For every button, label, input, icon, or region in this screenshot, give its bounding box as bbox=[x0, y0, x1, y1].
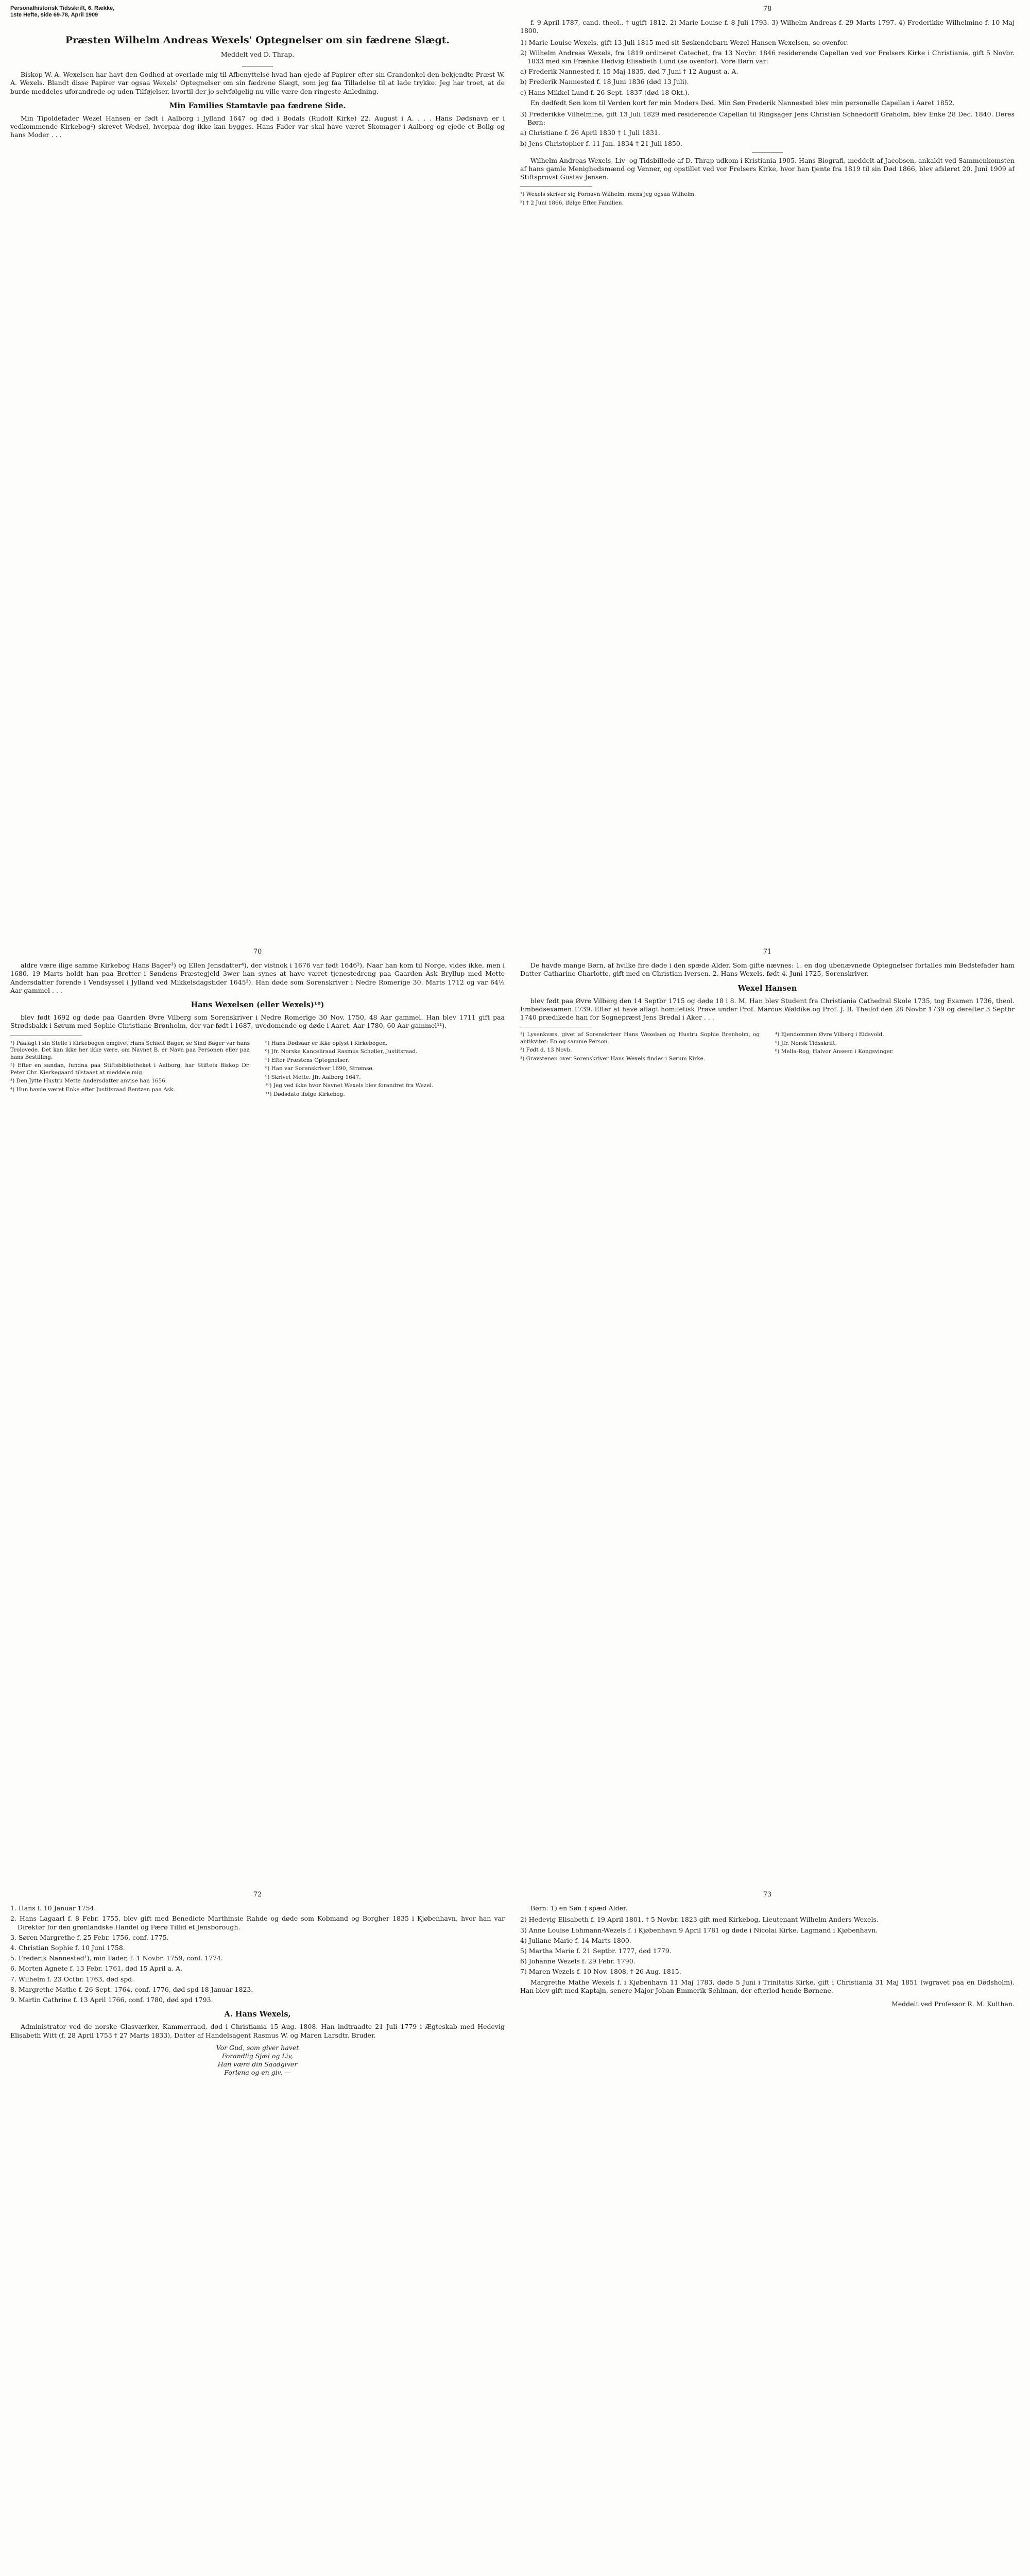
page-70 bbox=[10, 948, 505, 1878]
body-paragraph: aldre være ilige samme Kirkebog Hans Bager³) og Ellen Jensdatter⁴), der vistnok i 1676 var født 1646³). Naar han kom til Norge, vides ikke, men i 1680, 19 Marts holdt han paa Bretter i Søndens Præstegjeld 3wer han synes at have været tjenestedreng paa Gaarden Ask Bryllup med Mette Andersdatter forende i Vendsyssel i Jylland ved Mikkelsdagstider 1645³). Han døde som Sorenskriver i Nedre Romerige 30. Marts 1712 og var 64½ Aar gammel . . . bbox=[10, 961, 505, 994]
footnote: ¹¹) Dødsdato ifølge Kirkebog. bbox=[265, 1091, 345, 1097]
list-item: 5. Frederik Nannested¹), min Fader, f. 1 Novbr. 1759, conf. 1774. bbox=[10, 1954, 223, 1962]
footnotes bbox=[10, 1040, 505, 1098]
article-byline: Meddelt ved D. Thrap. bbox=[220, 50, 295, 58]
page-number: 72 bbox=[253, 1891, 262, 1899]
list-item: 4) Juliane Marie f. 14 Marts 1800. bbox=[520, 1936, 631, 1944]
body-paragraph: De havde mange Børn, af hvilke fire døde i den spæde Alder. Som gifte nævnes: 1. en dog ubenævnede Optegnelser fortalles min Bedstefader ham Datter Catharine Charlotte, gift med en Christian Iversen. 2. Hans Wexels, født 4. Juni 1725, Sorenskriver. bbox=[520, 961, 1015, 978]
verse-line: Forlena og en giv. — bbox=[224, 2069, 291, 2077]
journal-volume: 1ste Hefte, side 69-78, April 1909 bbox=[10, 12, 98, 18]
entry-list bbox=[520, 110, 1015, 148]
list-item: 2) Hedevig Elisabeth f. 19 April 1801, † 5 Novbr. 1823 gift med Kirkebog, Lieutenant Wilhelm Anders Wexels. bbox=[520, 1916, 879, 1924]
page-72 bbox=[10, 1891, 505, 2576]
page-number: 78 bbox=[763, 5, 772, 13]
journal-name: Personalhistorisk Tidsskrift, 6. Række, bbox=[10, 5, 115, 11]
verse-line: Han være din Saadgiver bbox=[217, 2060, 298, 2069]
body-paragraph: Margrethe Mathe Wexels f. i Kjøbenhavn 11 Maj 1783, døde 5 Juni i Trinitatis Kirke, gift i Christiania 31 Maj 1851 (wgravet paa en Dødsholm). Han blev gift med Kaptajn, senere Major Johan Emmerik Sehlman, der efterlod hende Børnene. bbox=[520, 1978, 1015, 1994]
list-item: 7. Wilhelm f. 23 Octbr. 1763, død spd. bbox=[10, 1975, 134, 1983]
list-item: c) Hans Mikkel Lund f. 26 Sept. 1837 (død 18 Okt.). bbox=[520, 88, 690, 96]
entry-list bbox=[10, 1904, 505, 2004]
section-heading: Min Families Stamtavle paa fædrene Side. bbox=[169, 101, 346, 110]
list-item: 2. Hans Lagaarl f. 8 Febr. 1755, blev gift med Benedicte Marthinsie Rahde og døde som Kobmand og Borgher 1835 i Kjøbenhavn, hvor han var Direktør for den grønlandske Handel og Færø Tillid et Jensborough. bbox=[10, 1914, 505, 1931]
list-item: 2) Wilhelm Andreas Wexels, fra 1819 ordineret Catechet, fra 13 Novbr. 1846 residerende Capellan ved vor Frelsers Kirke i Christiania, gift 5 Novbr. 1833 med sin Frænke Hedvig Elisabeth Lund (se ovenfor). Vore Børn var: bbox=[520, 48, 1015, 65]
list-item: 5) Martha Marie f. 21 Septbr. 1777, død 1779. bbox=[520, 1947, 672, 1955]
footnote: ²) Efter en sandan, fundna paa Stiftsbibliotheket i Aalborg, har Stiftets Biskop Dr. Peter Chr. Kierkegaard tilstaaet at meddele mig. bbox=[10, 1062, 250, 1076]
section-heading: A. Hans Wexels, bbox=[224, 2010, 291, 2019]
footnote: ³) Den Jytte Hustru Mette Andersdatter anvise han 1656. bbox=[10, 1078, 167, 1084]
body-paragraph: blev født paa Øvre Vilberg den 14 Septbr 1715 og døde 18 i 8. M. Han blev Student fra Christiania Cathedral Skole 1735, tog Examen 1736, theol. Embedsexamen 1739. Efter at have aflagt homiletisk Prøve under Prof. Marcus Wøldike og Prof. J. B. Theilof den 28 Novbr 1739 og derefter 3 Septbr 1740 prædikede han for Sognepræst Jens Bredal i Aker . . . bbox=[520, 996, 1015, 1022]
body-paragraph: Børn: 1) en Søn † spæd Alder. bbox=[530, 1904, 628, 1912]
section-heading: Wexel Hansen bbox=[737, 984, 797, 993]
list-item: 6) Johanne Wezels f. 29 Febr. 1790. bbox=[520, 1957, 636, 1965]
body-paragraph: blev født 1692 og døde paa Gaarden Øvre Vilberg som Sorenskriver i Nedre Romerige 30 Nov. 1750, 48 Aar gammel. Han blev 1711 gift paa Strødsbakk i Sørum med Sophie Christiane Brønholm, der var født i 1687, uvedomende og døde i Aaret. Aar 1780, 60 Aar gammel¹¹). bbox=[10, 1013, 505, 1030]
footnote: ⁶) Mella-Rog, Halvor Anseen i Kongsvinger. bbox=[775, 1048, 894, 1055]
list-item: 7) Maren Wezels f. 10 Nov. 1808, † 26 Aug. 1815. bbox=[520, 1968, 681, 1976]
footnote: ⁷) Efter Præstens Optegnelser. bbox=[265, 1057, 349, 1063]
list-item: b) Jens Christopher f. 11 Jan. 1834 † 21 Juli 1850. bbox=[520, 139, 682, 147]
footnote: ⁶) Jfr. Norske Kanceliraad Rasmus Schøller, Justitsraad. bbox=[265, 1048, 418, 1055]
page-73 bbox=[520, 1891, 1015, 2576]
verse bbox=[10, 2044, 505, 2077]
list-item: a) Christiane f. 26 April 1830 † 1 Juli 1831. bbox=[520, 129, 660, 137]
footnote: ⁵) Hans Dødsaar er ikke oplyst i Kirkebogen. bbox=[265, 1040, 388, 1046]
footnote: ⁵) Jfr. Norsk Tidsskrift. bbox=[775, 1040, 837, 1046]
body-paragraph: Min Tipoldefader Wezel Hansen er født i Aalborg i Jylland 1647 og død i Bodals (Rudolf Kirke) 22. August i A. . . . Hans Dødsnavn er i vedkommende Kirkebog²) skrevet Wedsel, hvorpaa dog ikke kan bygges. Hans Fader var skal have været Skomager i Aalborg og ejede et Bolig og hans Moder . . . bbox=[10, 114, 505, 139]
footnote: ¹) Lysenkvæs, givet af Sorenskriver Hans Wexelsen og Hustru Sophie Brenholm, og antikvitet: En og samme Person. bbox=[520, 1031, 760, 1045]
entry-list bbox=[520, 39, 1015, 97]
list-item: a) Frederik Nannested f. 15 Maj 1835, død 7 Juni † 12 August a. A. bbox=[520, 67, 739, 76]
page-number: 73 bbox=[763, 1891, 772, 1899]
footnote: ¹⁰) Jeg ved ikke hvor Navnet Wexels blev forandret fra Wezel. bbox=[265, 1082, 434, 1089]
footnote: ⁴) Ejendommen Øvre Vilberg i Eidsvold. bbox=[775, 1031, 884, 1038]
list-item: 4. Christian Sophie f. 10 Juni 1758. bbox=[10, 1944, 125, 1952]
list-item: 6. Morten Agnete f. 13 Febr. 1761, død 15 April a. A. bbox=[10, 1964, 182, 1973]
page-69 bbox=[10, 5, 505, 935]
list-item: 1) Marie Louise Wexels, gift 13 Juli 1815 med sit Søskendebarn Wezel Hansen Wexelsen, se ovenfor. bbox=[520, 38, 848, 46]
page-78 bbox=[520, 5, 1015, 935]
list-item: 3) Frederikke Vilhelmine, gift 13 Juli 1829 med residerende Capellan til Ringsager Jens Christian Schnedorff Grøholm, blev Enke 28 Dec. 1840. Deres Børn: bbox=[520, 110, 1015, 127]
page-number: 70 bbox=[253, 948, 262, 956]
list-item: b) Frederik Nannested f. 18 Juni 1836 (død 13 Juli). bbox=[520, 78, 689, 86]
footnote: ⁹) Skrivet Mette. Jfr. Aalborg 1647. bbox=[265, 1074, 361, 1080]
page-number: 71 bbox=[763, 948, 772, 956]
article-title: Præsten Wilhelm Andreas Wexels' Optegnelser om sin fædrene Slægt. bbox=[65, 35, 450, 46]
intro-paragraph: Biskop W. A. Wexelsen har havt den Godhed at overlade mig til Afbenyttelse hvad han ejede af Papirer efter sin Grandonkel den bekjendte Præst W. A. Wexels. Blandt disse Papirer var ogsaa Wexels' Optegnelser om sin fædrene Slægt, som jeg faa Tilladelse til at lade trykke. Jeg har troet, at de burde meddeles uforandrede og uden Tilføjelser, hvortil der jo selvfølgelig nu ville være den ringeste Anledning. bbox=[10, 71, 505, 95]
list-item: 1. Hans f. 10 Januar 1754. bbox=[10, 1904, 96, 1912]
footnote: ²) † 2 Juni 1866, ifølge Efter Familien. bbox=[520, 199, 624, 206]
list-item: 3. Søren Margrethe f. 25 Febr. 1756, conf. 1775. bbox=[10, 1933, 169, 1941]
list-item: 9. Martin Cathrine f. 13 April 1766, conf. 1780, død spd 1793. bbox=[10, 1996, 213, 2004]
journal-header bbox=[10, 5, 505, 19]
list-item: 3) Anne Louise Lohmann-Wezels f. i Kjøbenhavn 9 April 1781 og døde i Nicolai Kirke. Lagmand i Kjøbenhavn. bbox=[520, 1926, 878, 1934]
entry-list bbox=[520, 1916, 1015, 1976]
footnote: ⁸) Han var Sorenskriver 1690, Strømsø. bbox=[265, 1065, 374, 1072]
closing-paragraph: Wilhelm Andreas Wexels, Liv- og Tidsbillede af D. Thrap udkom i Kristiania 1905. Hans Biografi, meddelt af Jacobsen, ankaldt ved Sammenkomsten af hans gamle Menighedsmænd og Venner, og opstillet ved vor Frelsers Kirke, hvor han tjente fra 1819 til sin Død 1866, blev afsløret 20. Juni 1909 af Stiftsprovst Gustav Jensen. bbox=[520, 156, 1015, 181]
body-paragraph: f. 9 April 1787, cand. theol., † ugift 1812. 2) Marie Louise f. 8 Juli 1793. 3) Wilhelm Andreas f. 29 Marts 1797. 4) Frederikke Wilhelmine f. 10 Maj 1800. bbox=[520, 19, 1015, 35]
footnote: ²) Født d. 13 Novb. bbox=[520, 1047, 572, 1054]
body-paragraph: En dødfødt Søn kom til Verden kort før min Moders Død. Min Søn Frederik Nannested blev min personelle Capellan i Aaret 1852. bbox=[530, 98, 955, 107]
section-heading: Hans Wexelsen (eller Wexels)¹⁰) bbox=[191, 1001, 324, 1010]
verse-line: Vor Gud, som giver havet bbox=[216, 2043, 299, 2052]
footnote: ⁴) Hun havde været Enke efter Justitsraad Bentzen paa Ask. bbox=[10, 1086, 175, 1093]
footnotes bbox=[520, 1031, 1015, 1062]
body-paragraph: Administrator ved de norske Glasværker, Kammerraad, død i Christiania 15 Aug. 1808. Han indtraadte 21 Juli 1779 i Ægteskab med Hedevig Elisabeth Witt (f. 28 April 1753 † 27 Marts 1833), Datter af Handelsagent Rasmus W. og Maren Larsdtr. Bruder. bbox=[10, 2023, 505, 2039]
footnote: ³) Gravstenen over Sorenskriver Hans Wexels findes i Sørum Kirke. bbox=[520, 1055, 706, 1062]
verse-line: Forandlig Sjæl og Liv, bbox=[221, 2052, 294, 2060]
footnote: ¹) Paalagt i sin Stelle i Kirkebogen omgivet Hans Schielt Bager, se Sind Bager var hans Trolovede. Det kan ikke her ikke være, om Navnet B. er Navn paa Personen eller paa hans Bestilling. bbox=[10, 1040, 250, 1060]
signature: Meddelt ved Professor R. M. Kulthan. bbox=[891, 2000, 1015, 2008]
list-item: 8. Margrethe Mathe f. 26 Sept. 1764, conf. 1776, død spd 18 Januar 1823. bbox=[10, 1985, 253, 1993]
page-71 bbox=[520, 948, 1015, 1878]
footnote: ¹) Wexels skriver sig Fornavn Wilhelm, mens jeg ogsaa Wilhelm. bbox=[520, 191, 696, 198]
